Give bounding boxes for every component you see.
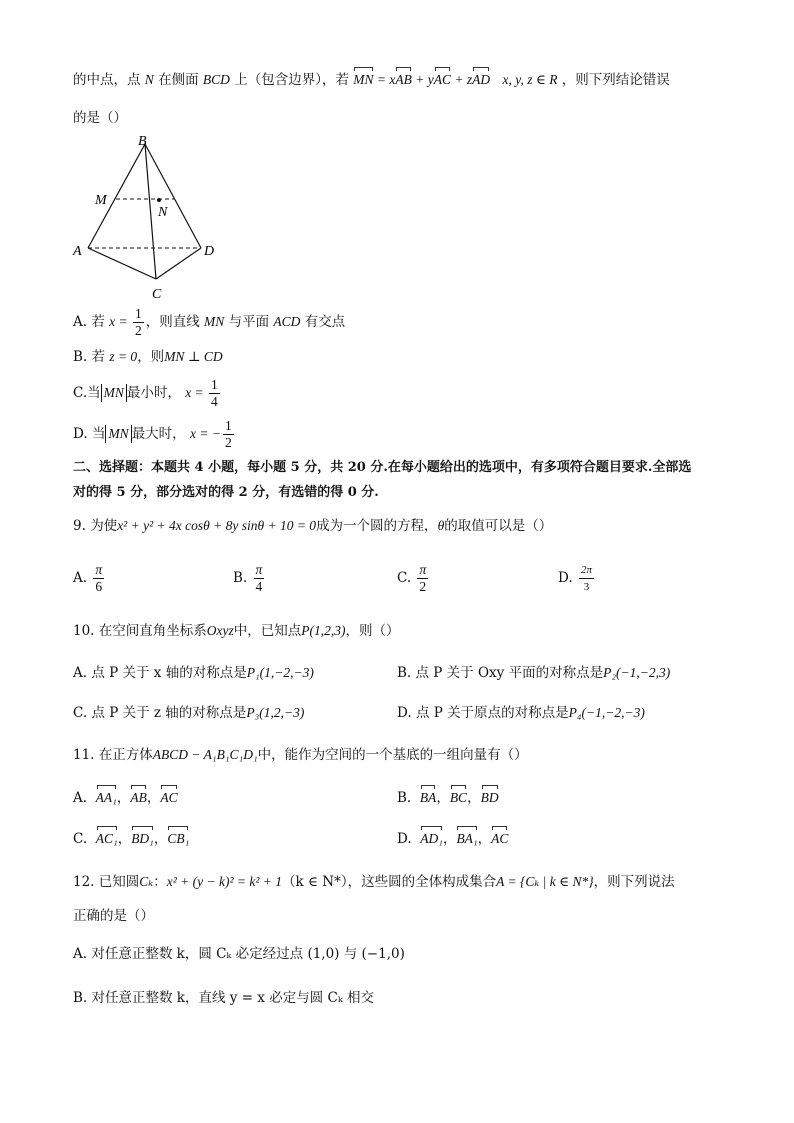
q9-stem: 9. 为使x² + y² + 4x cosθ + 8y sinθ + 10 = 0成为一个圆的方程，θ的取值可以是（） — [73, 518, 553, 534]
q10-option-a[interactable]: A. 点 P 关于 x 轴的对称点是P₁(1,−2,−3) — [73, 665, 314, 681]
q10-option-b[interactable]: B. 点 P 关于 Oxy 平面的对称点是P₂(−1,−2,3) — [397, 665, 671, 681]
q8-text: ，则下列结论错误 — [561, 72, 670, 88]
q8-xyz: x, y, z ∈ R — [502, 72, 558, 87]
q11-option-b[interactable]: B. BA，BC，BD — [397, 790, 499, 806]
q9-option-b[interactable]: B. $\frac{\pi}{4}$ — [233, 562, 263, 594]
q8-text: 的中点，点 — [73, 72, 141, 88]
section-2-heading-cont: 对的得 5 分，部分选对的得 2 分，有选错的得 0 分. — [73, 485, 379, 500]
q8-line2: 的是（） — [73, 110, 127, 126]
q8-vector-expression: MN = xAB + yAC + zAD — [353, 72, 490, 87]
q8-text: 上（包含边界），若 — [234, 72, 349, 88]
q8-text: 在侧面 — [158, 72, 199, 88]
figure-label-a: A — [73, 244, 82, 259]
q10-stem: 10. 在空间直角坐标系Oxyz中，已知点P(1,2,3)，则（） — [73, 623, 400, 639]
q10-option-c[interactable]: C. 点 P 关于 z 轴的对称点是P₃(1,2,−3) — [73, 705, 305, 721]
q9-option-d[interactable]: D. $\frac{2\pi}{3}$ — [558, 564, 592, 593]
q11-option-c[interactable]: C. AC₁，BD₁，CB₁ — [73, 831, 190, 847]
q8-plane-bcd: BCD — [202, 72, 230, 87]
figure-label-m: M — [95, 193, 107, 208]
tetrahedron-figure — [70, 132, 230, 304]
q10-option-d[interactable]: D. 点 P 关于原点的对称点是P₄(−1,−2,−3) — [397, 705, 645, 721]
q12-stem-cont: 正确的是（） — [73, 908, 154, 924]
q8-line1 — [73, 70, 670, 90]
q11-option-a[interactable]: A. AA₁，AB，AC — [73, 790, 178, 806]
q12-stem: 12. 已知圆Cₖ：x² + (y − k)² = k² + 1（k ∈ N*），这些圆的全体构成集合A = {Cₖ | k ∈ N*}，则下列说法 — [73, 874, 675, 890]
q12-option-a[interactable]: A. 对任意正整数 k，圆 Cₖ 必定经过点 (1,0) 与 (−1,0) — [73, 946, 405, 962]
q8-option-a: A. 若 x = $\frac{1}{2}$ ，则直线 MN 与平面 ACD 有交点 — [73, 306, 346, 338]
figure-label-b: B — [138, 134, 147, 149]
q8-option-c: C.当 MN 最小时， x = $\frac{1}{4}$ — [73, 377, 218, 409]
q9-option-a[interactable]: A. $\frac{\pi}{6}$ — [73, 562, 103, 594]
figure-label-n: N — [158, 205, 168, 220]
q8-point-n: N — [144, 72, 154, 87]
q8-option-d: D. 当 MN 最大时， x = − $\frac{1}{2}$ — [73, 418, 232, 450]
q11-option-d[interactable]: D. AD₁，BA₁，AC — [397, 831, 509, 847]
q9-option-c[interactable]: C. $\frac{\pi}{2}$ — [397, 562, 427, 594]
figure-label-d: D — [204, 244, 215, 259]
q12-option-b[interactable]: B. 对任意正整数 k，直线 y = x 必定与圆 Cₖ 相交 — [73, 990, 375, 1006]
figure-label-c: C — [152, 287, 162, 302]
q8-option-b: B. 若 z = 0，则MN ⊥ CD — [73, 349, 223, 365]
q11-stem: 11. 在正方体ABCD − A₁B₁C₁D₁中，能作为空间的一个基底的一组向量有（） — [73, 747, 528, 763]
section-2-heading: 二、选择题：本题共 4 小题，每小题 5 分，共 20 分.在每小题给出的选项中，有多项符合题目要求.全部选 — [73, 460, 692, 475]
